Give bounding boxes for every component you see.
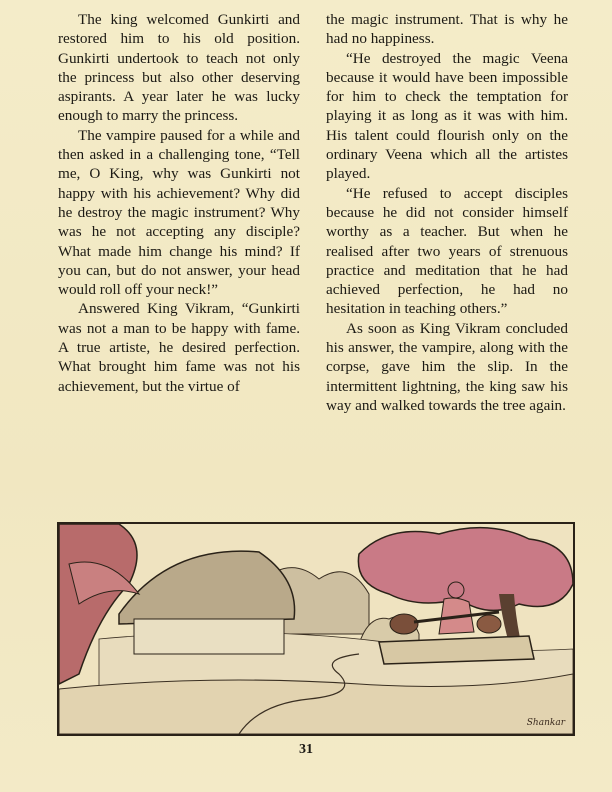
artist-signature: Shankar bbox=[526, 718, 565, 728]
right-text-column bbox=[326, 10, 568, 415]
paragraph: The vampire paused for a while and then asked in a challenging tone, “Tell me, O King, why was Gunkirti not happy with his achievement? Why did he destroy the magic instrument? Why was he not accepting any disciple? What made him change his mind? If you can, but do not answer, your head would roll off your neck!” bbox=[58, 126, 300, 299]
paragraph: the magic instrument. That is why he had no happiness. bbox=[326, 11, 568, 48]
paragraph: The king welcomed Gunkirti and restored him to his old position. Gunkirti undertook to teach not only the princess but also other deserving aspirants. A year later he was lucky enough to marry the princess. bbox=[58, 11, 300, 125]
paragraph: Answered King Vikram, “Gunkirti was not a man to be happy with fame. A true artiste, he desired perfection. What brought him fame was not his achievement, but the virtue of bbox=[58, 300, 300, 395]
left-text-column bbox=[58, 10, 300, 396]
story-illustration bbox=[57, 522, 575, 736]
page-number: 31 bbox=[299, 742, 313, 757]
paragraph: “He destroyed the magic Veena because it would have been impossible for him to check the temptation for playing it as long as it was with him. His talent could flourish only on the ordinary Veena which all the artistes played. bbox=[326, 49, 568, 183]
paragraph: “He refused to accept disciples because he did not consider himself worthy as a teacher. But when he realised after two years of strenuous practice and meditation that he had achieved perfection, he had no hesitation in teaching others.” bbox=[326, 184, 568, 318]
paragraph: As soon as King Vikram concluded his answer, the vampire, along with the corpse, gave him the slip. In the intermittent lightning, the king saw his way and walked towards the tree again. bbox=[326, 319, 568, 414]
illustration-veena-player-by-lake bbox=[59, 524, 573, 734]
